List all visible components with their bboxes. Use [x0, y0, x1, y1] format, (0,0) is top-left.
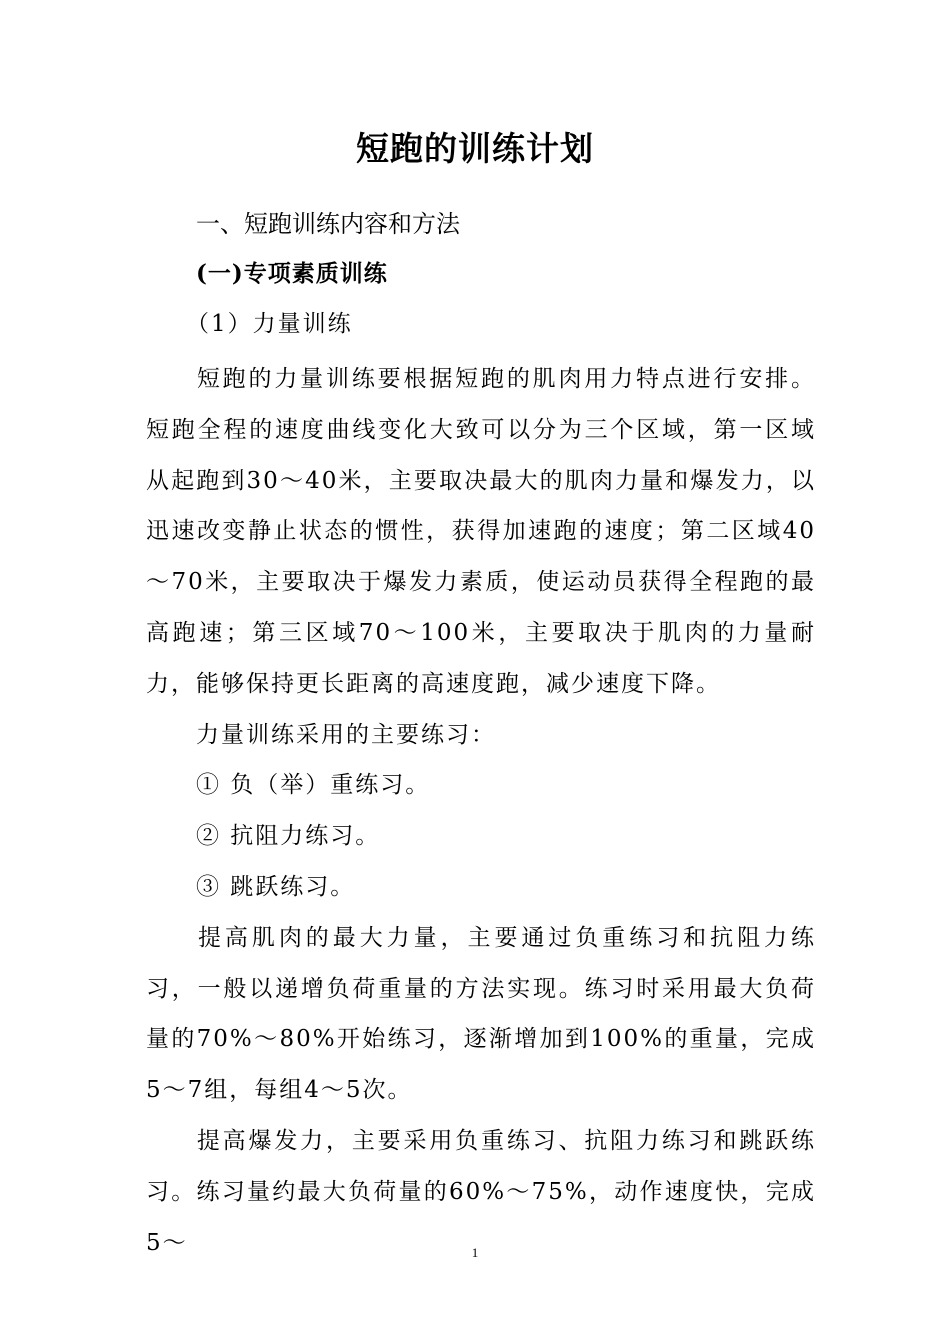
paragraph: [146, 710, 816, 761]
paragraph-text: 力量训练采用的主要练习：: [196, 721, 496, 748]
paragraph-text: 提高爆发力，主要采用负重练习、抗阻力练习和跳跃练习。练习量约最大负荷量的60%～75%，动作速度快，完成5～: [146, 1127, 816, 1256]
paragraph-text: 短跑的力量训练要根据短跑的肌肉用力特点进行安排。短跑全程的速度曲线变化大致可以分为三个区域，第一区域从起跑到30～40米，主要取决最大的肌肉力量和爆发力，以迅速改变静止状态的惯性，获得加速跑的速度；第二区域40～70米，主要取决于爆发力素质，使运动员获得全程跑的最高跑速；第三区域70～100米，主要取决于肌肉的力量耐力，能够保持更长距离的高速度跑，减少速度下降。: [146, 366, 816, 697]
paragraph-text: 提高肌肉的最大力量，主要通过负重练习和抗阻力练习，一般以递增负荷重量的方法实现。练习时采用最大负荷量的70%～80%开始练习，逐渐增加到100%的重量，完成5～7组，每组4～5次。: [146, 924, 816, 1104]
list-item-text: ③ 跳跃练习。: [196, 873, 356, 900]
list-item: [146, 811, 816, 862]
section-heading: 一、短跑训练内容和方法: [196, 210, 460, 238]
page-number: 1: [471, 1245, 479, 1260]
paragraph: [146, 354, 816, 710]
paragraph: [146, 913, 816, 1116]
document-title: 短跑的训练计划: [356, 129, 594, 168]
item-heading: （1）力量训练: [186, 311, 353, 337]
list-item: [146, 862, 816, 913]
list-item-text: ② 抗阻力练习。: [196, 823, 381, 850]
subsection-heading: (一)专项素质训练: [196, 260, 388, 287]
list-item: [146, 760, 816, 811]
list-item-text: ① 负（举）重练习。: [196, 772, 431, 799]
body-text: [146, 354, 816, 1268]
